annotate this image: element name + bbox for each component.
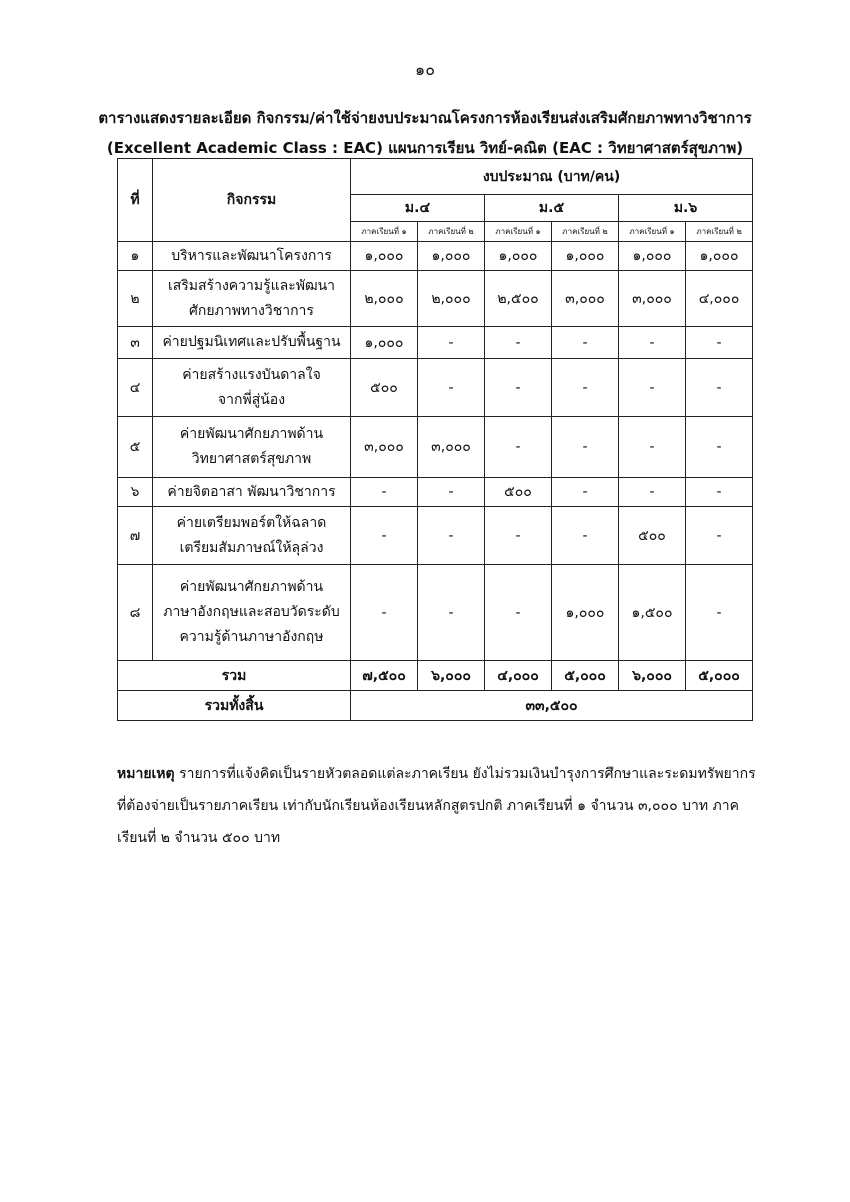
value-cell: ๑,๐๐๐ bbox=[351, 327, 418, 359]
value-cell: ๕๐๐ bbox=[619, 507, 686, 565]
value-cell: - bbox=[485, 507, 552, 565]
term-header: ภาคเรียนที่ ๒ bbox=[686, 222, 753, 242]
value-cell: - bbox=[418, 565, 485, 661]
value-cell: ๑,๐๐๐ bbox=[485, 242, 552, 271]
row-number: ๘ bbox=[118, 565, 153, 661]
row-number: ๖ bbox=[118, 478, 153, 507]
value-cell: - bbox=[619, 478, 686, 507]
value-cell: ๓,๐๐๐ bbox=[351, 417, 418, 478]
table-row bbox=[118, 271, 753, 327]
activity-cell: บริหารและพัฒนาโครงการ bbox=[153, 242, 351, 271]
value-cell: - bbox=[351, 507, 418, 565]
grade-header: ม.๔ bbox=[351, 195, 485, 222]
value-cell: ๒,๐๐๐ bbox=[351, 271, 418, 327]
table-row bbox=[118, 478, 753, 507]
value-cell: ๑,๐๐๐ bbox=[686, 242, 753, 271]
value-cell: - bbox=[686, 478, 753, 507]
total-cell: ๖,๐๐๐ bbox=[619, 661, 686, 691]
grand-total-label: รวมทั้งสิ้น bbox=[118, 691, 351, 721]
value-cell: ๓,๐๐๐ bbox=[418, 417, 485, 478]
value-cell: ๑,๐๐๐ bbox=[418, 242, 485, 271]
header-budget: งบประมาณ (บาท/คน) bbox=[351, 159, 753, 195]
total-cell: ๕,๐๐๐ bbox=[552, 661, 619, 691]
value-cell: - bbox=[686, 359, 753, 417]
title-line-1: ตารางแสดงรายละเอียด กิจกรรม/ค่าใช้จ่ายงบประมาณโครงการห้องเรียนส่งเสริมศักยภาพทางวิชาการ bbox=[98, 109, 752, 127]
note bbox=[117, 758, 757, 854]
value-cell: - bbox=[619, 417, 686, 478]
value-cell: - bbox=[485, 417, 552, 478]
total-cell: ๗,๕๐๐ bbox=[351, 661, 418, 691]
value-cell: - bbox=[485, 327, 552, 359]
term-header: ภาคเรียนที่ ๑ bbox=[619, 222, 686, 242]
activity-cell: ค่ายสร้างแรงบันดาลใจ จากพี่สู่น้อง bbox=[153, 359, 351, 417]
activity-cell: เสริมสร้างความรู้และพัฒนา ศักยภาพทางวิชาการ bbox=[153, 271, 351, 327]
value-cell: - bbox=[552, 478, 619, 507]
value-cell: - bbox=[552, 327, 619, 359]
table-row bbox=[118, 359, 753, 417]
table-row bbox=[118, 417, 753, 478]
activity-cell: ค่ายเตรียมพอร์ตให้ฉลาด เตรียมสัมภาษณ์ให้ลุล่วง bbox=[153, 507, 351, 565]
term-header: ภาคเรียนที่ ๒ bbox=[418, 222, 485, 242]
total-label: รวม bbox=[118, 661, 351, 691]
table-row bbox=[118, 507, 753, 565]
row-number: ๕ bbox=[118, 417, 153, 478]
term-header: ภาคเรียนที่ ๑ bbox=[351, 222, 418, 242]
value-cell: - bbox=[686, 507, 753, 565]
value-cell: ๓,๐๐๐ bbox=[619, 271, 686, 327]
value-cell: ๕๐๐ bbox=[485, 478, 552, 507]
value-cell: - bbox=[686, 327, 753, 359]
value-cell: - bbox=[552, 359, 619, 417]
value-cell: ๑,๐๐๐ bbox=[619, 242, 686, 271]
value-cell: - bbox=[686, 417, 753, 478]
value-cell: ๔,๐๐๐ bbox=[686, 271, 753, 327]
value-cell: ๕๐๐ bbox=[351, 359, 418, 417]
header-activity: กิจกรรม bbox=[153, 159, 351, 242]
row-number: ๒ bbox=[118, 271, 153, 327]
note-label: หมายเหตุ bbox=[117, 766, 175, 782]
note-text: รายการที่แจ้งคิดเป็นรายหัวตลอดแต่ละภาคเรียน ยังไม่รวมเงินบำรุงการศึกษาและระดมทรัพยากรที่ต้องจ่ายเป็นรายภาคเรียน เท่ากับนักเรียนห้องเรียนหลักสูตรปกติ ภาคเรียนที่ ๑ จำนวน ๓,๐๐๐ บาท ภาคเรียนที่ ๒ จำนวน ๕๐๐ บาท bbox=[117, 766, 756, 846]
grand-total-row bbox=[118, 691, 753, 721]
grade-header: ม.๕ bbox=[485, 195, 619, 222]
title-line-2: (Excellent Academic Class : EAC) แผนการเรียน วิทย์-คณิต (EAC : วิทยาศาสตร์สุขภาพ) bbox=[106, 139, 744, 157]
value-cell: - bbox=[418, 478, 485, 507]
budget-table bbox=[117, 158, 753, 721]
value-cell: - bbox=[418, 507, 485, 565]
value-cell: ๑,๐๐๐ bbox=[351, 242, 418, 271]
value-cell: ๒,๐๐๐ bbox=[418, 271, 485, 327]
page-number: ๑๐ bbox=[415, 60, 435, 79]
value-cell: ๓,๐๐๐ bbox=[552, 271, 619, 327]
row-number: ๑ bbox=[118, 242, 153, 271]
value-cell: ๒,๕๐๐ bbox=[485, 271, 552, 327]
value-cell: - bbox=[418, 359, 485, 417]
value-cell: - bbox=[351, 565, 418, 661]
value-cell: - bbox=[552, 417, 619, 478]
table-row bbox=[118, 327, 753, 359]
value-cell: ๑,๕๐๐ bbox=[619, 565, 686, 661]
term-header: ภาคเรียนที่ ๑ bbox=[485, 222, 552, 242]
activity-cell: ค่ายพัฒนาศักยภาพด้าน วิทยาศาสตร์สุขภาพ bbox=[153, 417, 351, 478]
value-cell: - bbox=[351, 478, 418, 507]
value-cell: - bbox=[485, 359, 552, 417]
activity-cell: ค่ายปฐมนิเทศและปรับพื้นฐาน bbox=[153, 327, 351, 359]
table-row bbox=[118, 565, 753, 661]
value-cell: - bbox=[552, 507, 619, 565]
row-number: ๓ bbox=[118, 327, 153, 359]
activity-cell: ค่ายจิตอาสา พัฒนาวิชาการ bbox=[153, 478, 351, 507]
row-number: ๔ bbox=[118, 359, 153, 417]
value-cell: - bbox=[619, 359, 686, 417]
term-header: ภาคเรียนที่ ๒ bbox=[552, 222, 619, 242]
value-cell: - bbox=[619, 327, 686, 359]
grade-header: ม.๖ bbox=[619, 195, 753, 222]
value-cell: ๑,๐๐๐ bbox=[552, 242, 619, 271]
grand-total-value: ๓๓,๕๐๐ bbox=[351, 691, 753, 721]
value-cell: - bbox=[485, 565, 552, 661]
row-number: ๗ bbox=[118, 507, 153, 565]
value-cell: ๑,๐๐๐ bbox=[552, 565, 619, 661]
total-cell: ๕,๐๐๐ bbox=[686, 661, 753, 691]
header-no: ที่ bbox=[118, 159, 153, 242]
activity-cell: ค่ายพัฒนาศักยภาพด้าน ภาษาอังกฤษและสอบวัดระดับ ความรู้ด้านภาษาอังกฤษ bbox=[153, 565, 351, 661]
total-row bbox=[118, 661, 753, 691]
value-cell: - bbox=[686, 565, 753, 661]
total-cell: ๖,๐๐๐ bbox=[418, 661, 485, 691]
total-cell: ๔,๐๐๐ bbox=[485, 661, 552, 691]
table-row bbox=[118, 242, 753, 271]
value-cell: - bbox=[418, 327, 485, 359]
